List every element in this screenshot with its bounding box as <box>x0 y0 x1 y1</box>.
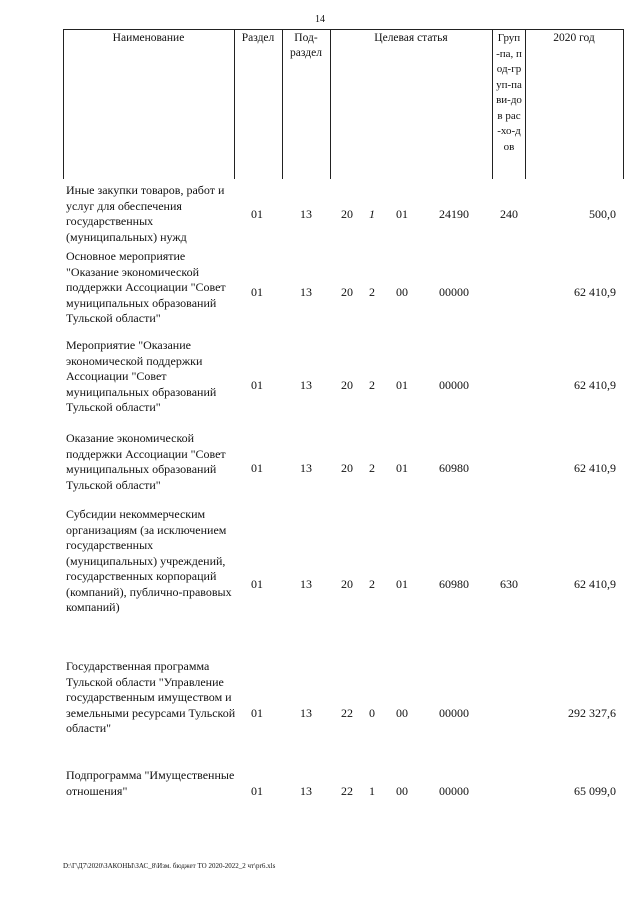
vid-cell: 630 <box>500 577 518 591</box>
razdel-cell: 01 <box>251 207 263 221</box>
celevaya-event-cell: 00 <box>396 784 408 798</box>
razdel-cell: 01 <box>251 285 263 299</box>
header-top-border <box>63 29 624 30</box>
header-razdel: Раздел <box>241 32 275 44</box>
podrazdel-cell: 13 <box>300 461 312 475</box>
table-header <box>63 29 624 179</box>
razdel-cell: 01 <box>251 378 263 392</box>
celevaya-event-cell: 00 <box>396 285 408 299</box>
row-name: Иные закупки товаров, работ и услуг для обеспечения государственных (муниципальных) нужд <box>66 183 225 244</box>
header-vid-rashodov: Груп-па, под-груп-па ви-дов рас-хо-дов <box>496 32 522 153</box>
razdel-cell: 01 <box>251 461 263 475</box>
header-name: Наименование <box>112 32 185 44</box>
celevaya-subprogram-cell: 2 <box>369 378 375 392</box>
header-border <box>234 29 235 179</box>
sum-cell: 65 099,0 <box>574 784 616 798</box>
celevaya-program-cell: 20 <box>341 378 353 392</box>
header-border <box>282 29 283 179</box>
sum-cell: 62 410,9 <box>574 461 616 475</box>
page-number: 14 <box>315 14 325 25</box>
celevaya-direction-cell: 00000 <box>439 784 469 798</box>
sum-cell: 62 410,9 <box>574 577 616 591</box>
celevaya-program-cell: 20 <box>341 285 353 299</box>
celevaya-subprogram-cell: 0 <box>369 706 375 720</box>
celevaya-event-cell: 01 <box>396 461 408 475</box>
celevaya-subprogram-cell: 2 <box>369 461 375 475</box>
podrazdel-cell: 13 <box>300 577 312 591</box>
celevaya-event-cell: 01 <box>396 378 408 392</box>
celevaya-direction-cell: 00000 <box>439 706 469 720</box>
row-name: Основное мероприятие "Оказание экономической поддержки Ассоциации "Совет муниципальных образований Тульской области" <box>66 249 226 325</box>
celevaya-subprogram-cell: 1 <box>369 784 375 798</box>
header-podrazdel: Под-раздел <box>290 32 322 59</box>
row-name: Оказание экономической поддержки Ассоциации "Совет муниципальных образований Тульской области" <box>66 431 226 492</box>
row-name: Субсидии некоммерческим организациям (за исключением государственных (муниципальных) учреждений, государственных корпораций (компаний), публично-правовых компаний) <box>66 507 232 614</box>
vid-cell: 240 <box>500 207 518 221</box>
podrazdel-cell: 13 <box>300 378 312 392</box>
celevaya-direction-cell: 60980 <box>439 577 469 591</box>
celevaya-direction-cell: 00000 <box>439 378 469 392</box>
razdel-cell: 01 <box>251 577 263 591</box>
razdel-cell: 01 <box>251 706 263 720</box>
header-year: 2020 год <box>553 32 595 44</box>
file-path-footer: D:\Г\Д7\2020\ЗАКОНЫ\ЗАС_8\Изм. бюджет ТО 2020-2022_2 чт\pr6.xls <box>63 862 276 870</box>
celevaya-program-cell: 20 <box>341 207 353 221</box>
sum-cell: 292 327,6 <box>568 706 616 720</box>
celevaya-subprogram-cell: 1 <box>369 207 375 221</box>
celevaya-program-cell: 20 <box>341 577 353 591</box>
celevaya-event-cell: 01 <box>396 577 408 591</box>
celevaya-program-cell: 22 <box>341 784 353 798</box>
celevaya-direction-cell: 24190 <box>439 207 469 221</box>
row-name: Государственная программа Тульской области "Управление государственным имуществом и земельными ресурсами Тульской области" <box>66 659 236 735</box>
sum-cell: 62 410,9 <box>574 378 616 392</box>
header-border <box>623 29 624 179</box>
header-border <box>63 29 64 179</box>
podrazdel-cell: 13 <box>300 784 312 798</box>
header-border <box>492 29 493 179</box>
header-border <box>330 29 331 179</box>
celevaya-event-cell: 01 <box>396 207 408 221</box>
sum-cell: 62 410,9 <box>574 285 616 299</box>
row-name: Мероприятие "Оказание экономической поддержки Ассоциации "Совет муниципальных образований Тульской области" <box>66 338 217 414</box>
header-celevaya-statya: Целевая статья <box>374 32 448 44</box>
celevaya-subprogram-cell: 2 <box>369 577 375 591</box>
celevaya-direction-cell: 60980 <box>439 461 469 475</box>
podrazdel-cell: 13 <box>300 285 312 299</box>
podrazdel-cell: 13 <box>300 207 312 221</box>
row-name: Подпрограмма "Имущественные отношения" <box>66 768 235 798</box>
header-border <box>525 29 526 179</box>
podrazdel-cell: 13 <box>300 706 312 720</box>
celevaya-subprogram-cell: 2 <box>369 285 375 299</box>
razdel-cell: 01 <box>251 784 263 798</box>
sum-cell: 500,0 <box>589 207 616 221</box>
celevaya-program-cell: 22 <box>341 706 353 720</box>
celevaya-program-cell: 20 <box>341 461 353 475</box>
celevaya-event-cell: 00 <box>396 706 408 720</box>
celevaya-direction-cell: 00000 <box>439 285 469 299</box>
